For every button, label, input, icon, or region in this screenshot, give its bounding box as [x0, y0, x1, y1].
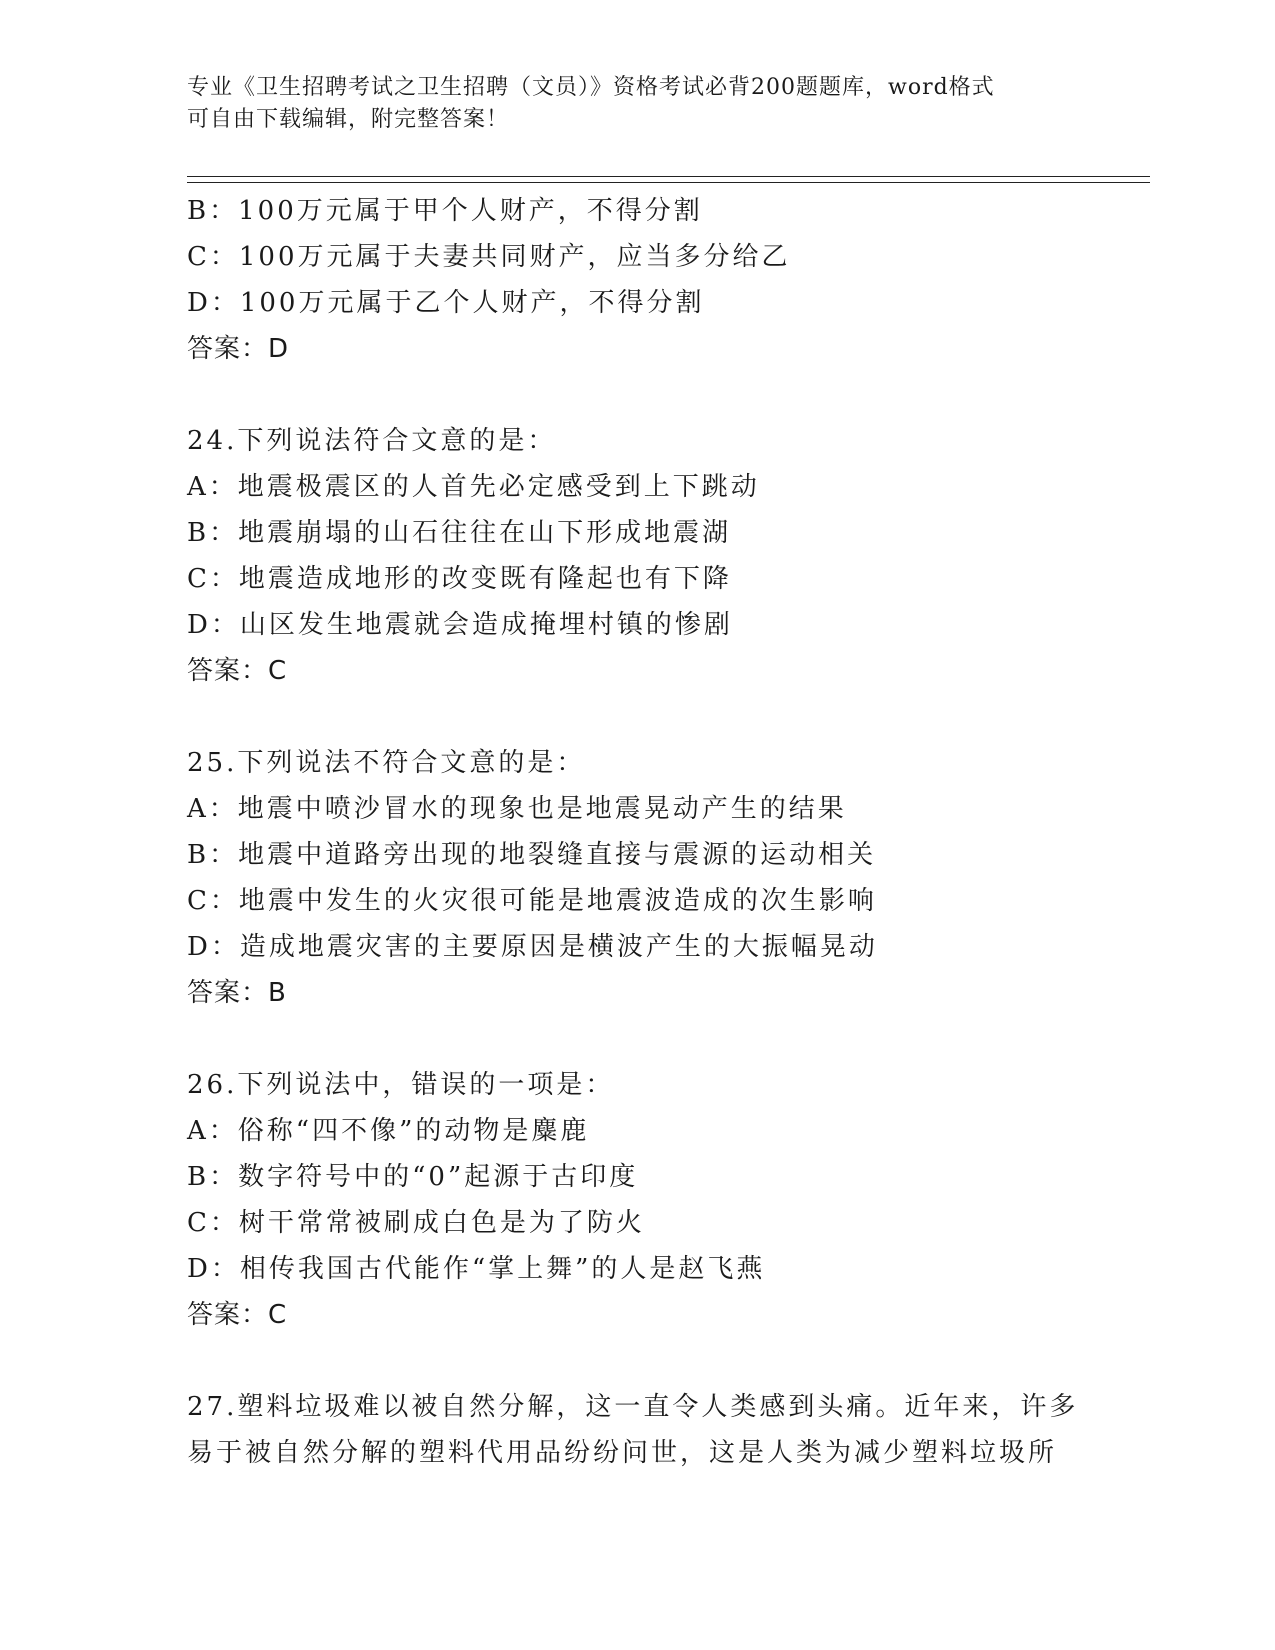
- question-stem: 24.下列说法符合文意的是：: [187, 426, 557, 456]
- option-b: B：地震中道路旁出现的地裂缝直接与震源的运动相关: [187, 840, 877, 870]
- question-27: [187, 1384, 1150, 1476]
- answer: 答案：D: [187, 334, 290, 364]
- option-c: C：地震中发生的火灾很可能是地震波造成的次生影响: [187, 886, 877, 916]
- option-b: B：100万元属于甲个人财产，不得分割: [187, 196, 703, 226]
- header-title-line-1: 专业《卫生招聘考试之卫生招聘（文员）》资格考试必背200题题库，word格式: [187, 75, 995, 100]
- question-stem: 26.下列说法中，错误的一项是：: [187, 1070, 615, 1100]
- option-a: A：地震极震区的人首先必定感受到上下跳动: [187, 472, 760, 502]
- option-b: B：地震崩塌的山石往往在山下形成地震湖: [187, 518, 732, 548]
- option-c: C：树干常常被刷成白色是为了防火: [187, 1208, 645, 1238]
- question-stem: 25.下列说法不符合文意的是：: [187, 748, 586, 778]
- header-divider-bottom: [187, 182, 1150, 183]
- prev-question-block: [187, 188, 1150, 372]
- question-24: [187, 418, 1150, 694]
- option-d: D：100万元属于乙个人财产，不得分割: [187, 288, 705, 318]
- question-stem-line-2: 易于被自然分解的塑料代用品纷纷问世，这是人类为减少塑料垃圾所: [187, 1438, 1058, 1468]
- document-header: [187, 72, 1087, 136]
- option-d: D：相传我国古代能作“掌上舞”的人是赵飞燕: [187, 1254, 766, 1284]
- option-d: D：山区发生地震就会造成掩埋村镇的惨剧: [187, 610, 733, 640]
- answer: 答案：C: [187, 656, 288, 686]
- question-26: [187, 1062, 1150, 1338]
- answer: 答案：B: [187, 978, 287, 1008]
- header-divider-top: [187, 176, 1150, 177]
- answer: 答案：C: [187, 1300, 288, 1330]
- document-body: [187, 188, 1150, 1476]
- question-25: [187, 740, 1150, 1016]
- option-c: C：地震造成地形的改变既有隆起也有下降: [187, 564, 732, 594]
- option-a: A：地震中喷沙冒水的现象也是地震晃动产生的结果: [187, 794, 847, 824]
- option-a: A：俗称“四不像”的动物是麋鹿: [187, 1116, 590, 1146]
- question-stem-line-1: 27.塑料垃圾难以被自然分解，这一直令人类感到头痛。近年来，许多: [187, 1392, 1079, 1422]
- header-title-line-2: 可自由下载编辑，附完整答案！: [187, 107, 510, 132]
- option-d: D：造成地震灾害的主要原因是横波产生的大振幅晃动: [187, 932, 878, 962]
- option-b: B：数字符号中的“0”起源于古印度: [187, 1162, 639, 1192]
- option-c: C：100万元属于夫妻共同财产，应当多分给乙: [187, 242, 791, 272]
